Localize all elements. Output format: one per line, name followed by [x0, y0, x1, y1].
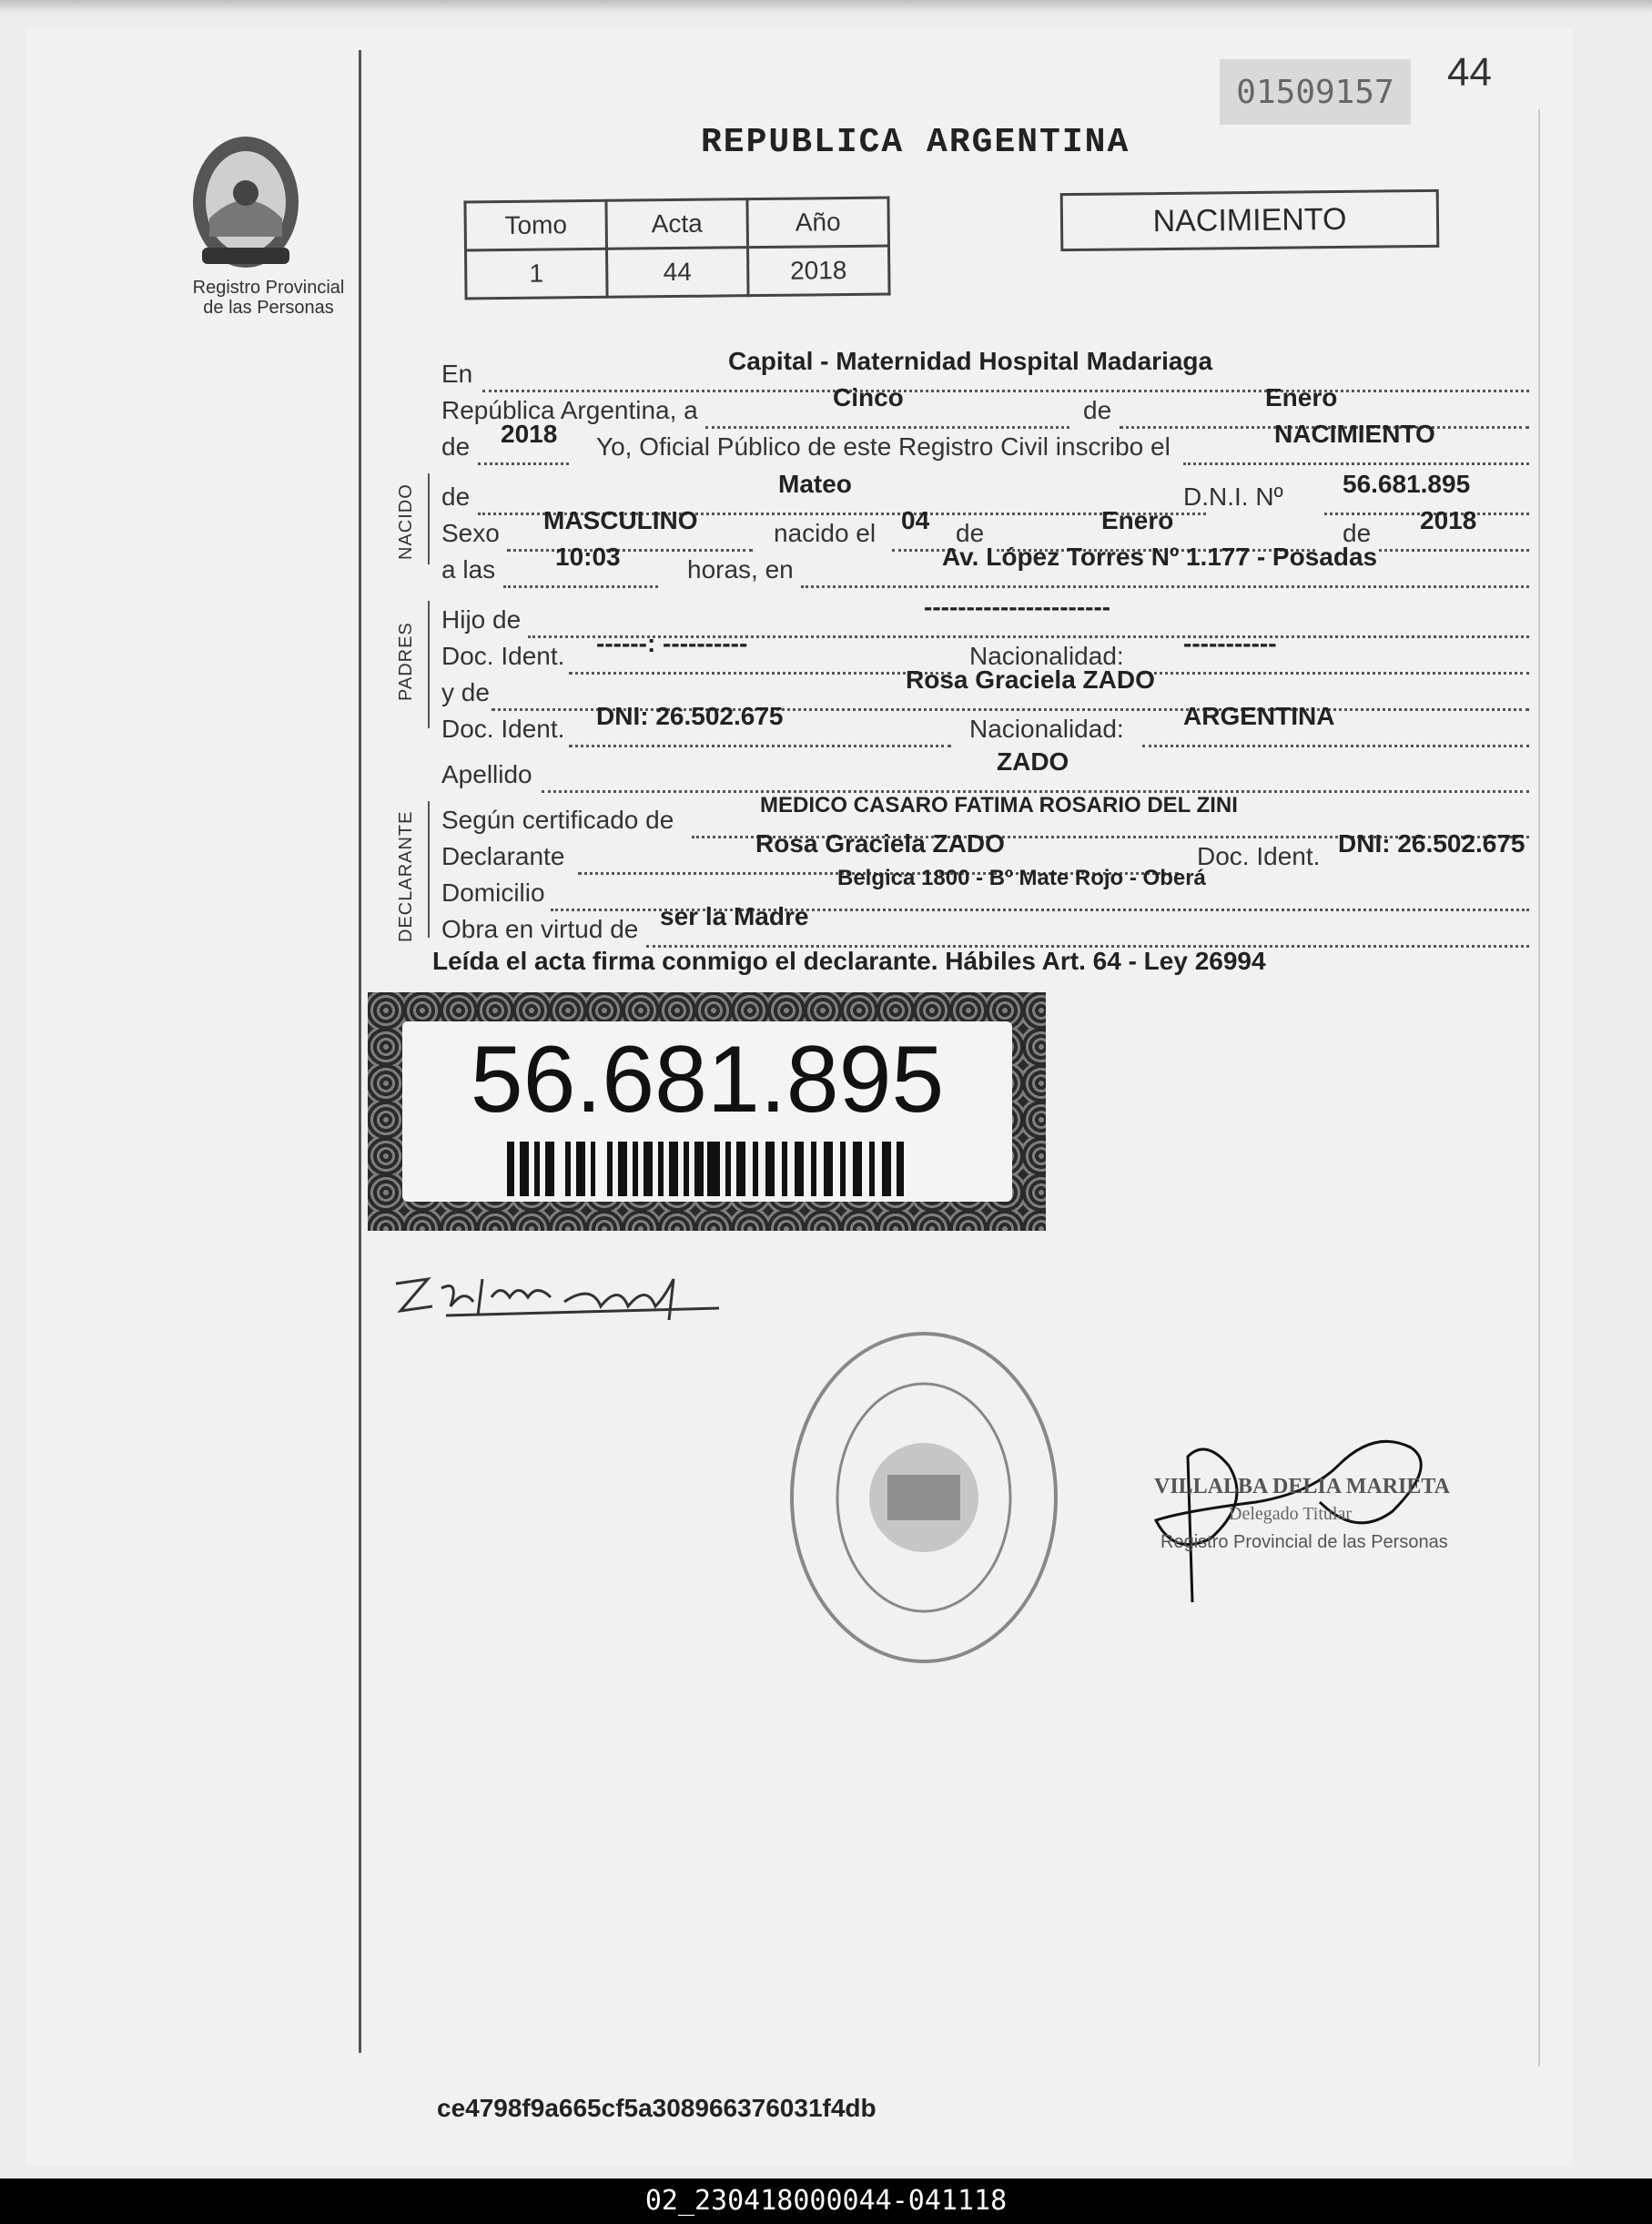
record-type-box: NACIMIENTO [1060, 189, 1440, 251]
label-y-de: y de [441, 678, 490, 706]
delegate-registry: Registro Provincial de las Personas [1160, 1532, 1448, 1552]
value-obra: ser la Madre [660, 902, 809, 930]
right-margin-line [1538, 109, 1540, 2067]
registry-caption-line2: de las Personas [203, 298, 334, 318]
barcode-icon [507, 1142, 907, 1196]
value-dia: Cinco [833, 383, 904, 411]
legal-text: Leída el acta firma conmigo el declarante. Hábiles Art. 64 - Ley 26994 [432, 947, 1266, 975]
label-doc-ident-padre: Doc. Ident. [441, 642, 565, 670]
value-padre-doc: ------: ---------- [596, 629, 748, 657]
value-padre-nacionalidad: ----------- [1183, 629, 1277, 657]
document-title: REPUBLICA ARGENTINA [701, 123, 1130, 162]
value-nacido-anio: 2018 [1420, 506, 1477, 534]
value-lugar-nacimiento: Av. López Torres Nº 1.177 - Posadas [942, 543, 1378, 571]
line-madre-doc [441, 702, 1529, 751]
label-de: de [1083, 396, 1112, 424]
label-de-anio2: de [1343, 519, 1372, 547]
label-de-nombre: de [441, 482, 471, 511]
label-horas-en: horas, en [687, 555, 794, 584]
value-padre-nombre: ---------------------- [924, 593, 1111, 621]
page-number: 44 [1447, 50, 1492, 95]
scan-edge [0, 0, 1652, 13]
line-hora [441, 543, 1529, 592]
registry-caption [182, 278, 355, 318]
section-nacido: NACIDO [396, 483, 416, 560]
value-mes: Enero [1265, 383, 1338, 411]
dni-sticker [368, 992, 1046, 1231]
label-obra-en-virtud: Obra en virtud de [441, 915, 639, 943]
label-segun-certificado: Según certificado de [441, 806, 674, 834]
value-apellido: ZADO [997, 747, 1069, 776]
table-header-anio: Año [747, 198, 889, 248]
value-declarante-doc: DNI: 26.502.675 [1338, 829, 1525, 858]
value-tipo: NACIMIENTO [1274, 420, 1435, 448]
label-declarante: Declarante [441, 842, 565, 870]
line-obra [441, 902, 1529, 951]
table-value-acta: 44 [607, 248, 749, 298]
label-doc-ident-declarante: Doc. Ident. [1197, 842, 1321, 870]
label-nacido-el: nacido el [774, 519, 877, 547]
section-declarante: DECLARANTE [396, 810, 416, 942]
table-value-tomo: 1 [466, 249, 608, 299]
value-nacido-mes: Enero [1101, 506, 1174, 534]
line-apellido [441, 747, 1529, 797]
value-anio: 2018 [501, 420, 558, 448]
table-header-acta: Acta [606, 199, 748, 249]
dni-sticker-number: 56.681.895 [470, 1027, 945, 1132]
value-certificado: MEDICO CASARO FATIMA ROSARIO DEL ZINI [760, 793, 1238, 817]
serial-number: 01509157 [1220, 59, 1411, 125]
declarant-signature [391, 1261, 755, 1325]
label-yo-oficial: Yo, Oficial Público de este Registro Civil inscribo el [596, 432, 1171, 461]
label-doc-ident-madre: Doc. Ident. [441, 715, 565, 743]
table-header-tomo: Tomo [465, 200, 607, 250]
registry-table [463, 197, 890, 300]
value-domicilio: Belgica 1800 - Bº Mate Rojo - Oberá [837, 866, 1206, 890]
value-madre-doc: DNI: 26.502.675 [596, 702, 784, 730]
line-inscripcion [441, 420, 1529, 469]
value-lugar: Capital - Maternidad Hospital Madariaga [728, 347, 1213, 375]
label-republica: República Argentina, a [441, 396, 698, 424]
section-padres: PADRES [396, 622, 416, 701]
table-value-anio: 2018 [747, 246, 889, 296]
registry-caption-line1: Registro Provincial [192, 278, 345, 298]
label-nacionalidad-madre: Nacionalidad: [969, 715, 1124, 743]
value-nacido-dia: 04 [901, 506, 930, 534]
value-madre-nacionalidad: ARGENTINA [1183, 702, 1335, 730]
line-domicilio [441, 866, 1529, 915]
delegate-title: Delegado Titular [1229, 1504, 1352, 1524]
value-declarante: Rosa Graciela ZADO [755, 829, 1005, 858]
label-nacionalidad-padre: Nacionalidad: [969, 642, 1124, 670]
value-hora: 10:03 [555, 543, 621, 571]
value-nombre: Mateo [778, 470, 852, 498]
value-sexo: MASCULINO [543, 506, 698, 534]
official-stamp [787, 1329, 1060, 1666]
misiones-emblem-icon [182, 127, 309, 273]
label-dni: D.N.I. Nº [1183, 482, 1283, 511]
label-de-anio: de [441, 432, 471, 461]
label-hijo-de: Hijo de [441, 605, 522, 634]
label-de-mes: de [956, 519, 985, 547]
label-domicilio: Domicilio [441, 878, 545, 907]
footer-file-id: 02_230418000044-041118 [0, 2178, 1652, 2224]
label-en: En [441, 360, 473, 388]
value-madre-nombre: Rosa Graciela ZADO [906, 665, 1155, 694]
document-hash: ce4798f9a665cf5a308966376031f4db [437, 2094, 877, 2122]
delegate-name: VILLALBA DELIA MARIETA [1154, 1475, 1450, 1498]
value-dni: 56.681.895 [1343, 470, 1471, 498]
label-sexo: Sexo [441, 519, 500, 547]
label-a-las: a las [441, 555, 496, 584]
line-en [441, 347, 1529, 396]
label-apellido: Apellido [441, 760, 532, 788]
margin-line [359, 50, 361, 2053]
